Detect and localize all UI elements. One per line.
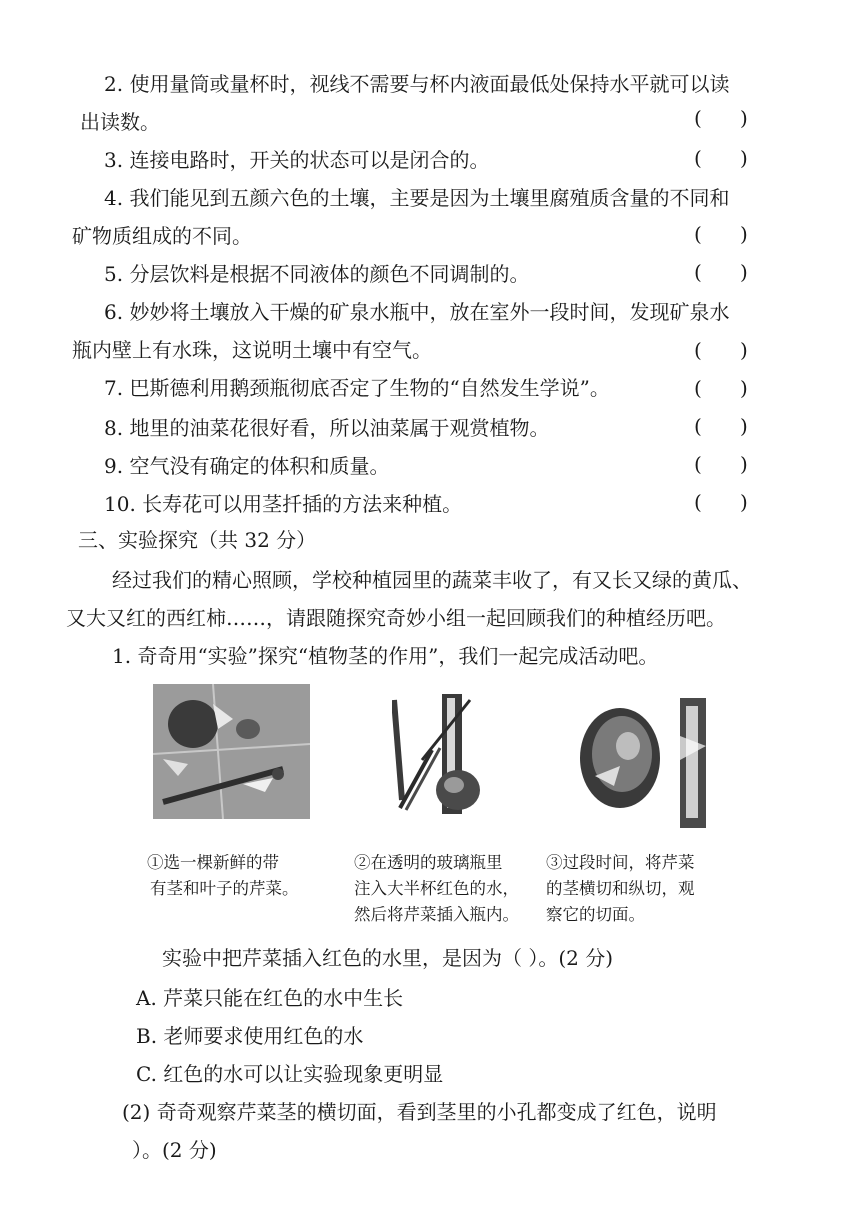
caption-line: ③过段时间，将芹菜 [546, 853, 695, 872]
option-b[interactable]: B. 老师要求使用红色的水 [136, 1024, 364, 1048]
item-text: 4. 我们能见到五颜六色的土壤，主要是因为土壤里腐殖质含量的不同和 [104, 186, 730, 210]
item-text: 9. 空气没有确定的体积和质量。 [104, 454, 390, 478]
celery-photo [153, 684, 310, 819]
caption-line: 的茎横切和纵切，观 [546, 879, 695, 898]
item-text: 8. 地里的油菜花很好看，所以油菜属于观赏植物。 [104, 416, 550, 440]
sub-question-2-cont: ）。(2 分) [132, 1138, 217, 1162]
caption-line: 察它的切面。 [546, 905, 645, 924]
item-text: 5. 分层饮料是根据不同液体的颜色不同调制的。 [104, 262, 530, 286]
answer-blank[interactable]: ( ) [694, 106, 748, 130]
caption-line: 然后将芹菜插入瓶内。 [354, 905, 519, 924]
answer-blank[interactable]: ( ) [694, 414, 748, 438]
answer-blank[interactable]: ( ) [694, 490, 748, 514]
answer-blank[interactable]: ( ) [694, 260, 748, 284]
question-1: 1. 奇奇用“实验”探究“植物茎的作用”，我们一起完成活动吧。 [112, 644, 659, 668]
answer-blank[interactable]: ( ) [694, 338, 748, 362]
cross-section-photo [580, 696, 710, 830]
item-text: 2. 使用量筒或量杯时，视线不需要与杯内液面最低处保持水平就可以读 [104, 72, 730, 96]
sub-question-1: 实验中把芹菜插入红色的水里，是因为（ ）。(2 分) [162, 946, 614, 970]
answer-blank[interactable]: ( ) [694, 376, 748, 400]
option-c[interactable]: C. 红色的水可以让实验现象更明显 [136, 1062, 444, 1086]
answer-blank[interactable]: ( ) [694, 146, 748, 170]
item-text-cont: 瓶内壁上有水珠，这说明土壤中有空气。 [72, 338, 432, 362]
sub-question-2: (2) 奇奇观察芹菜茎的横切面，看到茎里的小孔都变成了红色，说明 [122, 1100, 717, 1124]
jar-photo [392, 690, 492, 820]
caption-line: 有茎和叶子的芹菜。 [150, 879, 299, 898]
answer-blank[interactable]: ( ) [694, 452, 748, 476]
item-text-cont: 矿物质组成的不同。 [72, 224, 252, 248]
item-text: 3. 连接电路时，开关的状态可以是闭合的。 [104, 148, 490, 172]
caption-line: 注入大半杯红色的水， [354, 879, 519, 898]
item-text: 7. 巴斯德利用鹅颈瓶彻底否定了生物的“自然发生学说”。 [104, 376, 610, 400]
section-heading: 三、实验探究（共 32 分） [78, 528, 317, 552]
caption-line: ①选一棵新鲜的带 [147, 853, 279, 872]
answer-blank[interactable]: ( ) [694, 222, 748, 246]
option-a[interactable]: A. 芹菜只能在红色的水中生长 [136, 986, 404, 1010]
item-text-cont: 出读数。 [80, 110, 160, 134]
intro-text-cont: 又大又红的西红柿……，请跟随探究奇妙小组一起回顾我们的种植经历吧。 [66, 606, 726, 630]
intro-text: 经过我们的精心照顾，学校种植园里的蔬菜丰收了，有又长又绿的黄瓜、 [112, 568, 752, 592]
caption-line: ②在透明的玻璃瓶里 [354, 853, 503, 872]
item-text: 10. 长寿花可以用茎扦插的方法来种植。 [104, 492, 463, 516]
item-text: 6. 妙妙将土壤放入干燥的矿泉水瓶中，放在室外一段时间，发现矿泉水 [104, 300, 730, 324]
